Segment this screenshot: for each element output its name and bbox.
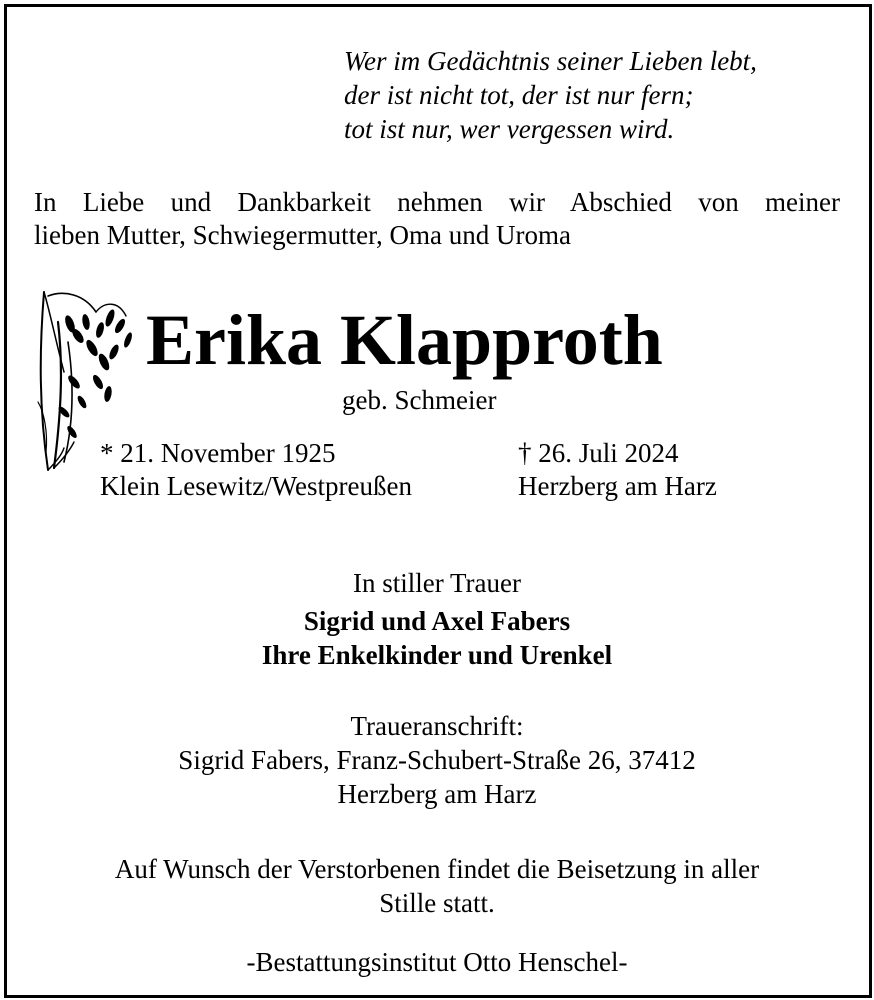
address-line: Sigrid Fabers, Franz-Schubert-Straße 26, 37412 [178,745,696,775]
address-label: Traueranschrift: [350,711,524,741]
intro-text [34,186,840,252]
birth-info [100,437,412,503]
quote-line: der ist nicht tot, der ist nur fern; [344,80,694,110]
address-line: Herzberg am Harz [337,779,537,809]
quote-line: tot ist nur, wer vergessen wird. [344,114,675,144]
funeral-home: -Bestattungsinstitut Otto Henschel- [246,947,628,977]
burial-line: Auf Wunsch der Verstorbenen findet die Beisetzung in aller [114,854,760,884]
intro-line: lieben Mutter, Schwiegermutter, Oma und Uroma [34,220,571,250]
mourners-list [0,604,874,672]
burial-line: Stille statt. [379,888,495,918]
death-place: Herzberg am Harz [518,471,717,501]
mourning-address [0,709,874,811]
intro-line: In Liebe und Dankbarkeit nehmen wir Abschied von meiner [34,187,840,217]
mourner-line: Ihre Enkelkinder und Urenkel [261,640,613,670]
quote-line: Wer im Gedächtnis seiner Lieben lebt, [344,46,757,76]
deceased-name: Erika Klapproth [146,300,663,380]
mourner-line: Sigrid und Axel Fabers [303,606,571,636]
birth-date: * 21. November 1925 [100,438,336,468]
death-date: † 26. Juli 2024 [518,438,679,468]
mourning-heading: In stiller Trauer [353,568,521,598]
maiden-name: geb. Schmeier [342,385,497,415]
death-info [518,437,717,503]
birth-place: Klein Lesewitz/Westpreußen [100,471,412,501]
memorial-quote [344,44,757,146]
burial-note [0,852,874,920]
